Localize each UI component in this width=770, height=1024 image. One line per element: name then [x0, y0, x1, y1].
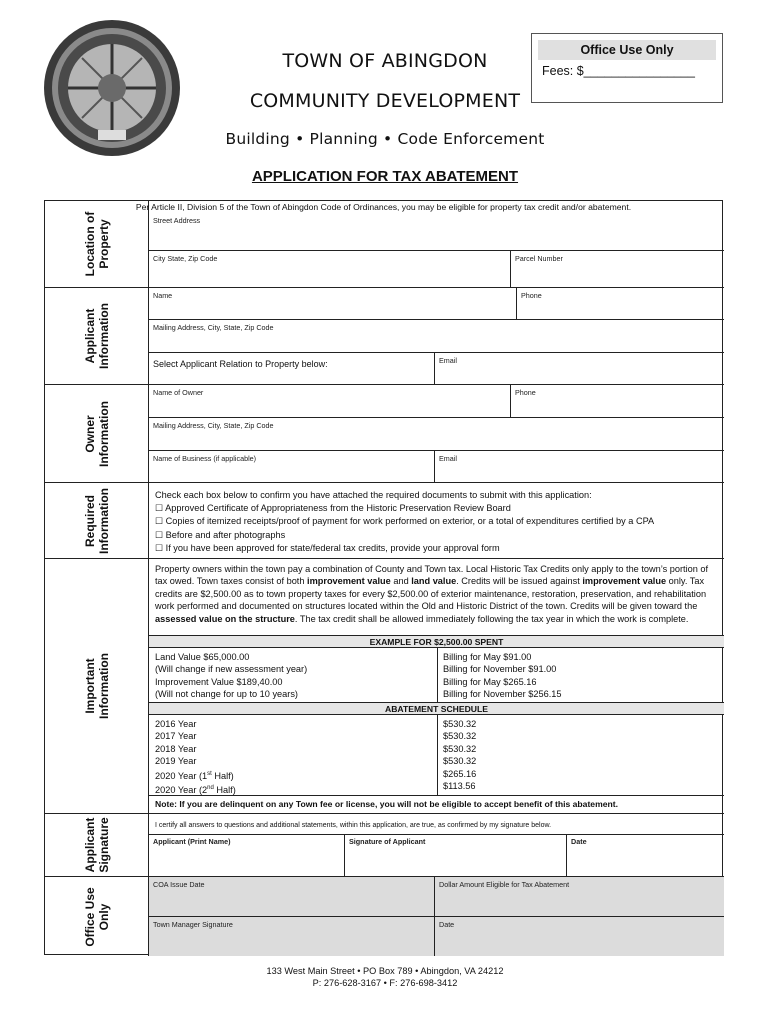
- office-use-box: [531, 33, 723, 103]
- owner-name-field[interactable]: Name of Owner: [149, 385, 511, 418]
- signature-date-field[interactable]: Date: [571, 837, 587, 846]
- section-label-important: Important Information: [45, 559, 149, 813]
- page-title: TOWN OF ABINGDON: [282, 50, 488, 72]
- owner-email-field[interactable]: Email: [439, 454, 457, 463]
- ordinance-intro: Per Article II, Division 5 of the Town of Abingdon Code of Ordinances, you may be eligible for property tax credit and/or abatement.: [135, 202, 632, 212]
- street-address-field[interactable]: Street Address: [149, 213, 724, 251]
- checkbox-approval-form[interactable]: ☐ If you have been approved for state/federal tax credits, provide your approval form: [155, 542, 500, 553]
- example-right: Billing for May $91.00 Billing for November $91.00 Billing for May $265.16 Billing for November $256.15: [443, 652, 562, 700]
- section-label-applicant: Applicant Information: [45, 288, 149, 384]
- parcel-number-field[interactable]: Parcel Number: [515, 254, 563, 263]
- applicant-print-name-field[interactable]: Applicant (Print Name): [149, 834, 345, 877]
- office-use-title: Office Use Only: [538, 40, 716, 60]
- applicant-signature-field[interactable]: Signature of Applicant: [345, 834, 567, 877]
- town-manager-signature-field[interactable]: Town Manager Signature: [149, 917, 435, 956]
- section-label-owner: Owner Information: [45, 385, 149, 482]
- section-office: [45, 876, 724, 956]
- required-lead: Check each box below to confirm you have attached the required documents to submit with this application:: [155, 490, 592, 500]
- form-title: APPLICATION FOR TAX ABATEMENT: [251, 168, 519, 185]
- page-subtitle: COMMUNITY DEVELOPMENT: [249, 90, 521, 112]
- applicant-email-field[interactable]: Email: [439, 356, 457, 365]
- section-owner: [45, 384, 724, 482]
- section-label-required: Required Information: [45, 483, 149, 558]
- section-required: [45, 482, 724, 558]
- example-title: EXAMPLE FOR $2,500.00 SPENT: [149, 635, 724, 648]
- footer-phone: P: 276-628-3167 • F: 276-698-3412: [312, 978, 458, 988]
- department-tagline: Building • Planning • Code Enforcement: [225, 130, 545, 148]
- owner-phone-field[interactable]: Phone: [511, 385, 724, 418]
- office-date-field[interactable]: Date: [435, 917, 724, 956]
- fees-field[interactable]: Fees: $________________: [542, 64, 695, 78]
- section-location: [45, 201, 724, 287]
- section-applicant: [45, 287, 724, 384]
- dollar-amount-field[interactable]: Dollar Amount Eligible for Tax Abatement: [435, 877, 724, 917]
- application-form: [44, 200, 723, 955]
- tax-credit-explanation: Property owners within the town pay a combination of County and Town tax. Local Historic Tax Credits only apply to the town’s portion of tax owed. Town taxes consist of both improvement value and land value. Credits will be issued against improvement value only. Tax credits are $2,500.00 as to town property taxes for every $2,500.00 of exterior maintenance, restoration, preservation, and rehabilitation work performed and documented on structures located within the Old and Historic District of the town. Credits will be given toward the assessed value on the structure. The tax credit shall be allowed immediately following the tax year in which the work is complete.: [155, 564, 709, 624]
- required-docs-list: [155, 489, 654, 555]
- applicant-mailing-field[interactable]: Mailing Address, City, State, Zip Code: [149, 320, 724, 353]
- section-label-signature: Applicant Signature: [45, 814, 149, 876]
- delinquent-note: Note: If you are delinquent on any Town fee or license, you will not be eligible to accept benefit of this abatement.: [155, 799, 619, 809]
- applicant-phone-field[interactable]: Phone: [517, 288, 724, 320]
- footer-address: 133 West Main Street • PO Box 789 • Abingdon, VA 24212: [266, 966, 504, 976]
- coa-issue-date-field[interactable]: COA Issue Date: [149, 877, 435, 917]
- certification-statement: I certify all answers to questions and additional statements, within this application, are true, as confirmed by my signature below.: [155, 822, 552, 829]
- applicant-relation-select[interactable]: Select Applicant Relation to Property below:: [149, 353, 435, 385]
- schedule-years: 2016 Year 2017 Year 2018 Year 2019 Year 2020 Year (1st Half) 2020 Year (2nd Half): [155, 719, 236, 796]
- business-name-field[interactable]: Name of Business (if applicable): [149, 451, 435, 483]
- city-state-zip-field[interactable]: City State, Zip Code: [149, 251, 511, 287]
- applicant-name-field[interactable]: Name: [149, 288, 517, 320]
- checkbox-receipts[interactable]: ☐ Copies of itemized receipts/proof of payment for work performed on exterior, or a total of expenditures certified by a CPA: [155, 516, 655, 527]
- schedule-title: ABATEMENT SCHEDULE: [149, 702, 724, 715]
- section-important: [45, 558, 724, 813]
- section-signature: [45, 813, 724, 876]
- owner-mailing-field[interactable]: Mailing Address, City, State, Zip Code: [149, 418, 724, 451]
- section-label-office: Office Use Only: [45, 877, 149, 956]
- checkbox-certificate[interactable]: ☐ Approved Certificate of Appropriateness from the Historic Preservation Review Board: [155, 503, 511, 514]
- section-label-location: Location of Property: [45, 201, 149, 287]
- example-left: Land Value $65,000.00 (Will change if new assessment year) Improvement Value $189,40.00 (Will not change for up to 10 years): [155, 652, 308, 700]
- schedule-amounts: $530.32 $530.32 $530.32 $530.32 $265.16 $113.56: [443, 719, 477, 792]
- checkbox-photographs[interactable]: ☐ Before and after photographs: [155, 529, 286, 540]
